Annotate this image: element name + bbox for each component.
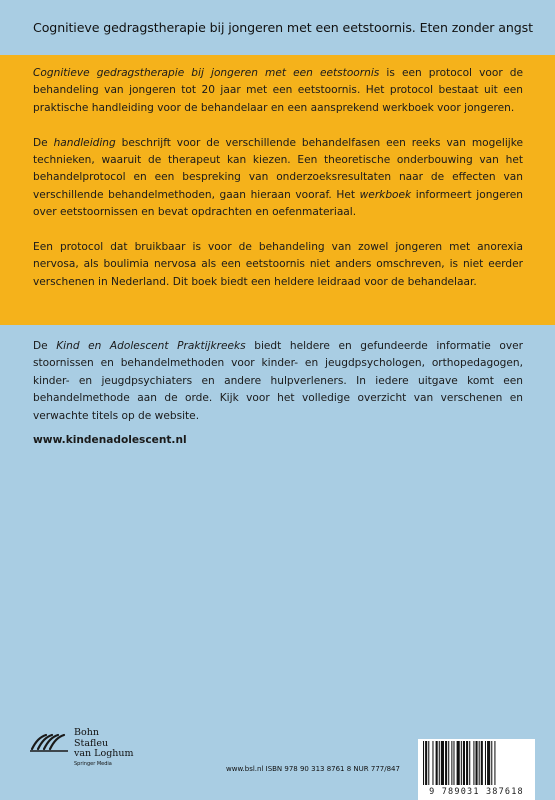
summary-text [33,65,523,309]
publisher-name [74,728,134,769]
paragraph-text: informeert jongeren over eetstoornissen en bevat opdrachten en oefenmateriaal. [33,188,524,219]
barcode-bar [469,741,470,785]
barcode-bar [476,741,478,785]
barcode-bar [436,741,438,785]
publisher-logo-icon [28,727,72,757]
barcode-bar [463,741,465,785]
publisher-line: Bohn [74,727,99,738]
barcode-bar [451,741,452,785]
barcode-bar [432,741,433,785]
isbn-imprint: www.bsl.nl ISBN 978 90 313 8761 8 NUR 777/847 [226,765,400,773]
werkboek-emphasis: werkboek [359,188,412,201]
barcode-bar [445,741,447,785]
paragraph-text: De [33,136,54,149]
barcode-bar [425,741,427,785]
barcode-bar [448,741,449,785]
barcode-bar [441,741,444,785]
paragraph-text: biedt heldere en gefundeerde informatie over stoornissen en behandelmethoden voor kinder- en jeugdpsychologen, orthopedagogen, kinder- en jeugdpsychiaters en andere hulpverleners. In iedere uitgave komt een behandelmethode aan de orde. Kijk voor het volledige overzicht van verschenen en verwachte titels op de website. [33,340,524,422]
barcode-bars-icon [421,741,532,785]
barcode [418,739,535,800]
summary-paragraph-2 [33,135,523,222]
barcode-bar [423,741,424,785]
paragraph-text: beschrijft voor de verschillende behandelfasen een reeks van mogelijke technieken, waaruit de therapeut kan kiezen. Een theoretische onderbouwing van het behandelprotocol en een bespreking van onderzoeksresultaten naar de effecten van verschillende behandelmethoden, gaan hieraan vooraf. Het [33,136,524,201]
barcode-bar [428,741,429,785]
paragraph-text: is een protocol voor de behandeling van jongeren tot 20 jaar met een eetstoornis. Het protocol bestaat uit een praktische handleiding voor de behandelaar en een aansprekend werkboek voor jongeren. [33,67,523,114]
paragraph-text: De [33,340,57,352]
barcode-bar [487,741,490,785]
barcode-bar [466,741,468,785]
publisher-line: Stafleu [74,737,109,749]
book-title-emphasis: Cognitieve gedragstherapie bij jongeren met een eetstoornis [33,67,380,79]
barcode-bar [439,741,440,785]
barcode-bar [457,741,460,785]
barcode-bar [491,741,492,785]
barcode-bar [473,741,474,785]
barcode-number: 9 789031 387618 [429,787,524,797]
barcode-bar [453,741,454,785]
book-title: Cognitieve gedragstherapie bij jongeren met een eetstoornis. Eten zonder angst [33,20,533,35]
publisher-line: van Loghum [74,748,134,759]
summary-paragraph-1 [33,65,523,117]
series-description [33,338,523,425]
barcode-bar [461,741,462,785]
barcode-bar [481,741,483,785]
summary-paragraph-3: Een protocol dat bruikbaar is voor de behandeling van zowel jongeren met anorexia nervosa, als boulimia nervosa als een eetstoornis niet anders omschreven, is niet eerder verschenen in Nederland. Dit boek biedt een heldere leidraad voor de behandelaar. [33,241,523,288]
website-link[interactable]: www.kindenadolescent.nl [33,434,187,446]
series-name-emphasis: Kind en Adolescent Praktijkreeks [56,340,246,352]
publisher-subline: Springer Media [74,760,112,767]
handleiding-emphasis: handleiding [53,136,116,149]
barcode-bar [479,741,480,785]
barcode-bar [485,741,486,785]
barcode-bar [494,741,495,785]
